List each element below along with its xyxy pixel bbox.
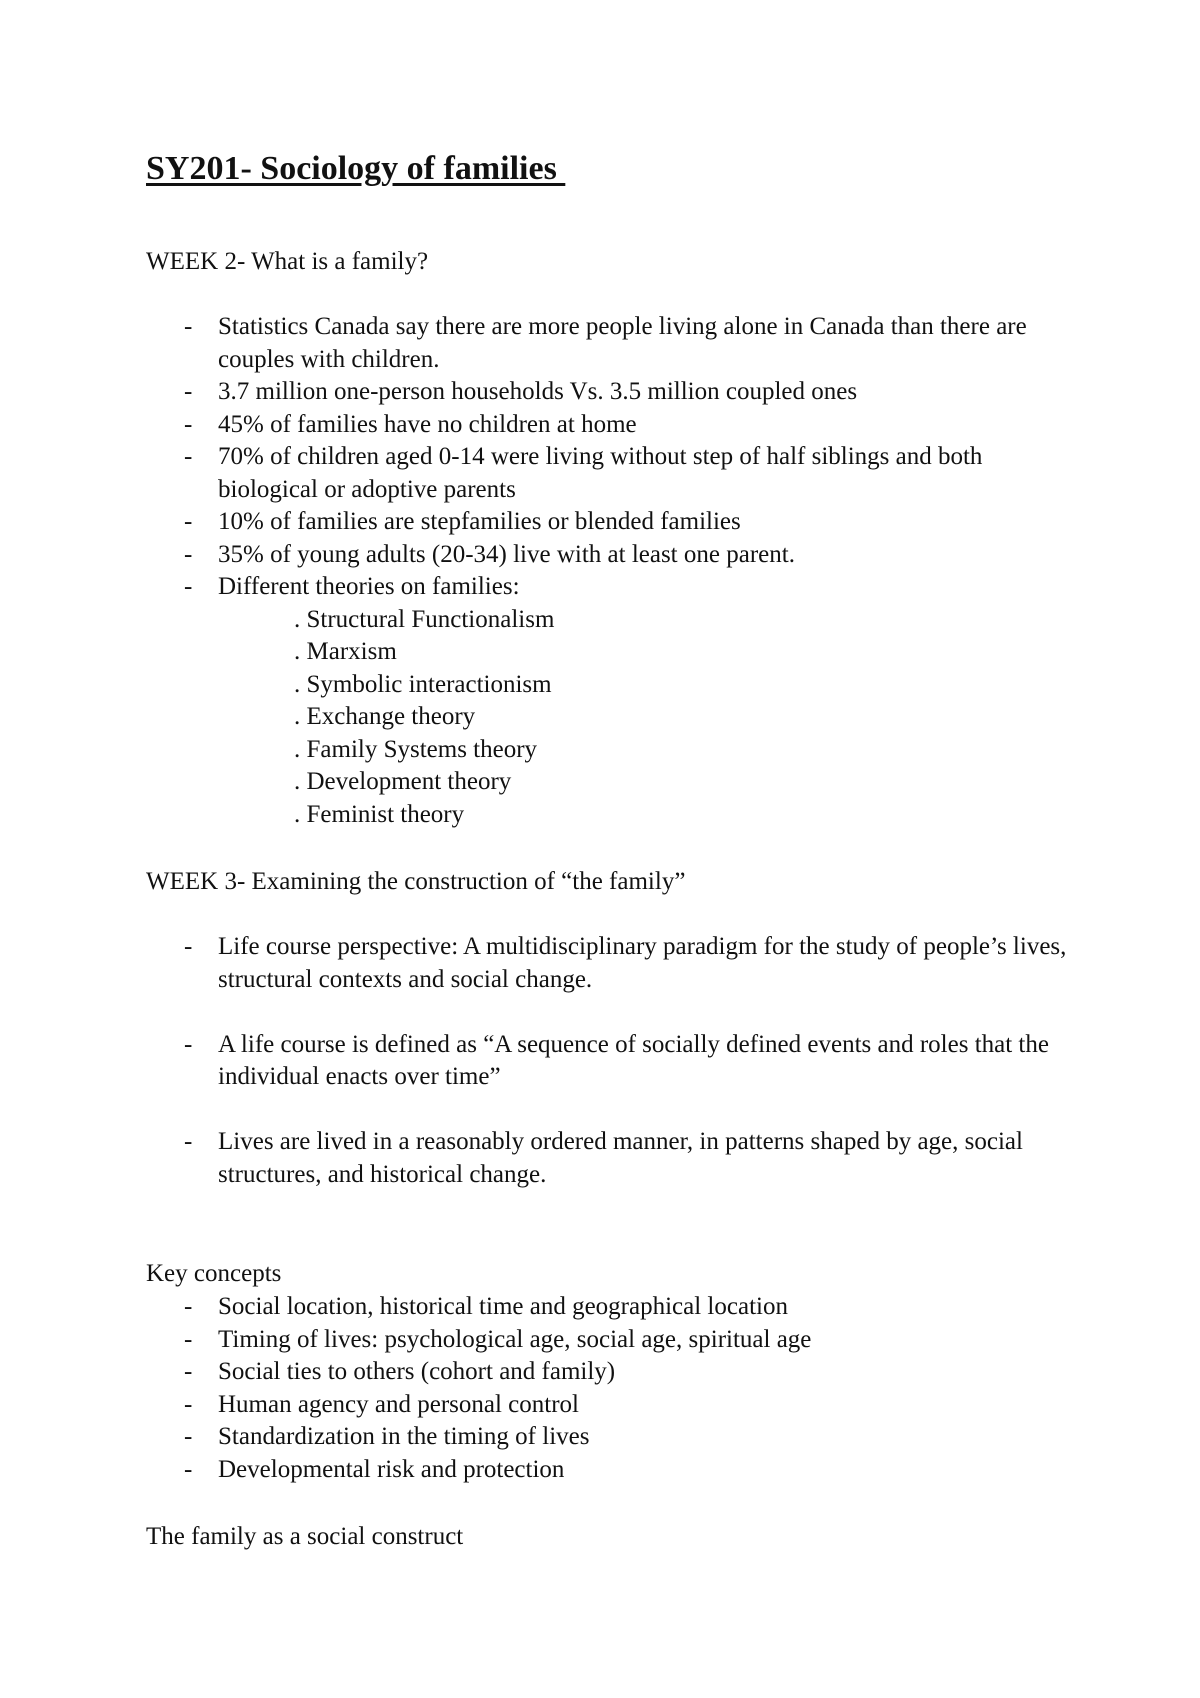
dash-marker: - — [184, 1423, 193, 1450]
theory-item: . Feminist theory — [294, 800, 465, 828]
list-item-text: Human agency and personal control — [218, 1390, 579, 1418]
list-item-text: Timing of lives: psychological age, social age, spiritual age — [218, 1325, 812, 1353]
theory-item: . Family Systems theory — [294, 735, 538, 763]
list-item — [146, 311, 1086, 376]
week3-list — [146, 931, 1086, 1191]
key-concepts-heading: Key concepts — [146, 1260, 282, 1287]
theory-item: . Development theory — [294, 768, 512, 795]
dash-marker: - — [184, 933, 193, 960]
dash-marker: - — [184, 313, 193, 340]
list-item-text: A life course is defined as “A sequence of socially defined events and roles that the individual enacts over time” — [218, 1030, 1049, 1090]
list-item — [146, 1126, 1086, 1191]
list-item-text: Different theories on families: — [218, 573, 520, 600]
list-item-text: Statistics Canada say there are more people living alone in Canada than there are couples with children. — [218, 313, 1027, 373]
list-item-text: 70% of children aged 0-14 were living without step of half siblings and both biological or adoptive parents — [218, 443, 983, 503]
list-item — [146, 539, 1086, 572]
list-item — [146, 1454, 1086, 1487]
list-item — [146, 931, 1086, 996]
theories-list — [218, 604, 1086, 832]
dash-marker: - — [184, 443, 193, 470]
list-item-text: 45% of families have no children at home — [218, 410, 637, 438]
list-item-text: 3.7 million one-person households Vs. 3.5 million coupled ones — [218, 378, 858, 405]
spacer — [146, 996, 1086, 1029]
list-item-text: Life course perspective: A multidisciplinary paradigm for the study of people’s lives, structural contexts and social change. — [218, 933, 1067, 993]
dash-marker: - — [184, 540, 193, 568]
week2-list — [146, 311, 1086, 831]
list-item-text: Social location, historical time and geographical location — [218, 1293, 788, 1320]
list-item — [146, 1029, 1086, 1094]
theory-item: . Exchange theory — [294, 703, 476, 730]
list-item-text: 35% of young adults (20-34) live with at least one parent. — [218, 540, 795, 568]
theory-item: . Structural Functionalism — [294, 605, 555, 633]
list-item — [146, 409, 1086, 442]
list-item — [146, 571, 1086, 831]
list-item — [146, 1421, 1086, 1454]
list-item-text: Lives are lived in a reasonably ordered manner, in patterns shaped by age, social structures, and historical change. — [218, 1128, 1023, 1188]
dash-marker: - — [184, 378, 193, 405]
theory-item: . Marxism — [294, 638, 397, 665]
dash-marker: - — [184, 1455, 193, 1483]
list-item — [146, 1324, 1086, 1357]
week2-heading: WEEK 2- What is a family? — [146, 248, 429, 275]
closing-heading: The family as a social construct — [146, 1523, 464, 1550]
list-item — [146, 1356, 1086, 1389]
list-item — [146, 441, 1086, 506]
list-item-text: Developmental risk and protection — [218, 1455, 565, 1483]
list-item — [146, 506, 1086, 539]
document-title: SY201- Sociology of families — [146, 150, 566, 187]
list-item — [146, 1291, 1086, 1324]
dash-marker: - — [184, 1030, 193, 1058]
dash-marker: - — [184, 1325, 193, 1353]
list-item — [146, 1389, 1086, 1422]
theory-item: . Symbolic interactionism — [294, 670, 552, 698]
dash-marker: - — [184, 1390, 193, 1418]
dash-marker: - — [184, 508, 193, 535]
key-concepts-list — [146, 1291, 1086, 1486]
list-item-text: Social ties to others (cohort and family) — [218, 1358, 616, 1385]
dash-marker: - — [184, 573, 193, 600]
list-item-text: Standardization in the timing of lives — [218, 1423, 590, 1450]
dash-marker: - — [184, 410, 193, 438]
week3-heading: WEEK 3- Examining the construction of “the family” — [146, 868, 686, 895]
list-item-text: 10% of families are stepfamilies or blended families — [218, 508, 741, 535]
dash-marker: - — [184, 1293, 193, 1320]
dash-marker: - — [184, 1358, 193, 1385]
list-item — [146, 376, 1086, 409]
dash-marker: - — [184, 1128, 193, 1155]
spacer — [146, 1094, 1086, 1127]
